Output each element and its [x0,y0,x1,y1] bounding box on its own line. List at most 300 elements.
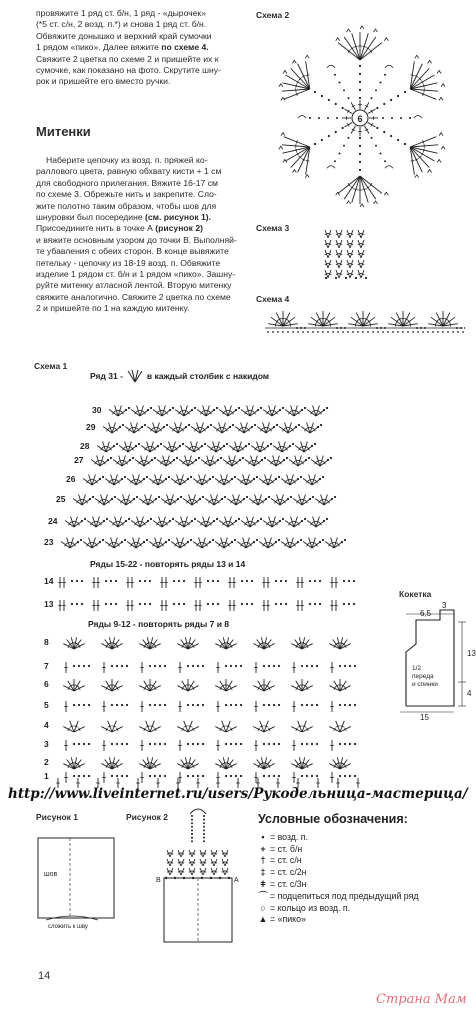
chain-dot [349,704,351,706]
chain-dot [235,743,237,745]
stitch-bar [306,75,310,76]
chain-dot [280,580,282,582]
stitch-bar [89,542,92,543]
chain-dot [278,743,280,745]
chain-dot [176,457,178,459]
chain-dot [334,496,336,498]
chain-dot [89,498,91,500]
stitch-bar [159,410,162,411]
chain-dot [191,520,193,522]
chain-dot [336,117,338,119]
chain-dot [297,331,299,333]
row-number: 25 [56,494,66,504]
stitch-bar [355,323,356,327]
stitch-bar [159,521,162,522]
stitch-bar [302,499,305,500]
section-title: Митенки [36,124,91,139]
stitch-bar [189,499,192,500]
stitch-bar [272,410,275,411]
stitch-bar [307,427,310,428]
chain-dot [212,539,214,541]
stitch-bar [276,460,279,461]
chain-dot [267,331,269,333]
chain-dot [344,743,346,745]
chain-dot [102,476,104,478]
stitch-bar [287,542,290,543]
chain-dot [407,331,409,333]
chain-dot [76,603,78,605]
repeat-rows-9-12: Ряды 9-12 - повторять ряды 7 и 8 [88,619,230,629]
chain-dot [397,331,399,333]
stitch-bar [362,46,365,47]
chain-dot [144,424,146,426]
scheme-2-center-count: 6 [357,114,363,124]
chain-dot [322,539,324,541]
picot-mark [283,160,287,163]
stitch-bar [265,479,268,480]
stitch-bar [111,479,114,480]
chain-dot [194,407,196,409]
stitch-bar [148,499,151,500]
chain-dot [359,153,361,155]
chain-dot [191,829,193,831]
chain-dot [437,331,439,333]
chain-dot [124,539,126,541]
chain-dot [194,518,196,520]
row-number: 24 [48,516,58,526]
chain-dot [73,775,75,777]
chain-dot [192,704,194,706]
chain-dot [316,775,318,777]
chain-dot [114,496,116,498]
legend-item [256,890,419,902]
stitch-bar [224,542,227,543]
chain-dot [121,541,123,543]
chain-dot [272,331,274,333]
chain-dot [304,518,306,520]
stitch-bar [122,460,125,461]
chain-dot [300,539,302,541]
chain-dot [178,580,180,582]
stitch-bar [213,446,216,447]
chain-dot [126,665,128,667]
chain-dot [273,665,275,667]
chain-dot [354,704,356,706]
chain-dot [456,327,458,329]
chain-dot [306,775,308,777]
chain-dot [300,476,302,478]
stitch-bar [315,323,316,327]
mitten-line: свяжите аналогично. Свяжите 2 цветка по схеме [36,291,231,302]
chain-dot [136,496,138,498]
chain-dot [116,704,118,706]
stitch-bar [104,499,107,500]
picot-mark [373,201,377,204]
chain-dot [359,169,361,171]
chain-dot [261,459,263,461]
chain-dot [111,704,113,706]
chain-dot [235,775,237,777]
chain-dot [263,704,265,706]
chain-dot [306,704,308,706]
chain-dot [201,445,203,447]
stitch-bar [216,446,219,447]
stitch-bar [243,542,246,543]
picot-mark [437,160,441,163]
stitch-bar [277,499,280,500]
chain-dot [173,603,175,605]
stitch-bar [199,542,202,543]
chain-dot [213,520,215,522]
mitten-bold: (см. рисунок 1). [145,212,212,223]
chain-dot [154,704,156,706]
chain-dot [172,407,174,409]
chain-dot [239,459,241,461]
chain-dot [187,541,189,543]
chain-dot [301,704,303,706]
scheme-2-flower-diagram [252,12,472,224]
stitch-bar [192,499,195,500]
chain-dot [286,457,288,459]
chain-dot [273,743,275,745]
chain-dot [183,580,185,582]
stitch-bar [163,460,166,461]
picot-mark [305,55,309,58]
chain-dot [110,580,112,582]
chain-dot [234,539,236,541]
chain-dot [149,665,151,667]
row-number: 3 [44,739,49,749]
chain-dot [380,327,382,329]
chain-dot [334,74,336,76]
chain-dot [230,743,232,745]
picot-mark [439,97,443,100]
figure-2-label: Рисунок 2 [126,812,169,822]
chain-dot [404,143,406,145]
chain-dot [246,603,248,605]
chain-dot [197,775,199,777]
chain-dot [191,833,193,835]
chain-dot [212,603,214,605]
chain-dot [263,775,265,777]
stitch-bar [125,446,128,447]
chain-dot [121,743,123,745]
chain-dot [357,331,359,333]
chain-dot [133,498,135,500]
stitch-bar [411,161,415,162]
chain-dot [128,407,130,409]
chain-dot [76,580,78,582]
chain-dot [135,445,137,447]
picot-mark [415,175,419,178]
point-a-label: А [234,877,239,884]
stitch-bar [106,446,109,447]
chain-dot [190,476,192,478]
chain-dot [260,518,262,520]
chain-dot [301,520,303,522]
scheme-4-band [265,311,465,333]
chain-dot [339,81,341,83]
stitch-bar [155,479,158,480]
stitch-bar [225,521,228,522]
mitten-line [36,212,248,223]
chain-dot [203,829,205,831]
stitch-bar [244,427,247,428]
source-watermark[interactable]: http://www.liveinternet.ru/users/Рукодельница-мастерица/ [8,786,468,802]
row-number: 6 [44,679,49,689]
chain-dot [246,496,248,498]
chain-dot [365,277,367,279]
chain-dot [359,161,361,163]
stitch-bar [221,542,224,543]
chain-dot [276,424,278,426]
stitch-bar [410,323,411,327]
chain-dot [320,424,322,426]
chain-dot [321,95,323,97]
chain-dot [339,775,341,777]
chain-dot [335,277,337,279]
chain-dot [384,74,386,76]
chain-dot [203,837,205,839]
stitch-bar [254,460,257,461]
stitch-bar [191,446,194,447]
chain-dot [83,775,85,777]
chain-dot [164,775,166,777]
chain-dot [221,498,223,500]
chain-dot [298,424,300,426]
stitch-bar [362,189,365,190]
chain-dot [126,704,128,706]
chain-dot [169,520,171,522]
stitch-bar [260,446,263,447]
chain-dot [122,424,124,426]
chain-dot [256,476,258,478]
mitten-line: руйте митенку атласной лентой. Вторую митенку [36,280,232,291]
chain-dot [191,815,193,817]
stitch-bar [112,427,115,428]
chain-dot [268,775,270,777]
chain-dot [150,407,152,409]
chain-dot [191,409,193,411]
chain-dot [273,704,275,706]
chain-dot [412,331,414,333]
stitch-bar [247,410,250,411]
chain-dot [282,331,284,333]
row-number: 26 [66,474,76,484]
chain-dot [380,153,382,155]
stitch-bar [309,542,312,543]
chain-dot [182,443,184,445]
chain-dot [125,409,127,411]
chain-dot [397,139,399,141]
chain-dot [139,603,141,605]
chain-dot [202,704,204,706]
chain-dot [285,580,287,582]
chain-dot [302,331,304,333]
stitch-bar [316,521,319,522]
chain-dot [115,603,117,605]
scheme-3-diagram [322,222,372,282]
stitch-bar [296,84,297,88]
chain-dot [159,704,161,706]
chain-dot [327,331,329,333]
chain-dot [290,496,292,498]
stitch-bar [103,446,106,447]
chain-dot [111,498,113,500]
chain-dot [402,331,404,333]
chain-dot [359,81,361,83]
chain-dot [199,498,201,500]
chain-dot [316,743,318,745]
chain-dot [348,580,350,582]
stitch-bar [268,479,271,480]
row-number: 28 [80,441,90,451]
stitch-bar [175,427,178,428]
chain-dot [225,665,227,667]
chain-dot [159,743,161,745]
chain-dot [115,580,117,582]
chain-dot [282,407,284,409]
chain-dot [278,704,280,706]
chain-dot [146,476,148,478]
chain-dot [314,91,316,93]
chain-dot [309,117,311,119]
stitch-bar [321,499,324,500]
stitch-bar [92,479,95,480]
legend-text: = ст. с/3н [270,879,307,890]
stitch-bar [330,323,331,327]
chain-dot [192,775,194,777]
chain-dot [267,445,269,447]
chain-dot [126,775,128,777]
stitch-bar [153,427,156,428]
koketka-pattern [392,602,476,720]
chain-dot [217,459,219,461]
chain-dot [202,743,204,745]
koketka-inner-3: и спинки [412,681,438,688]
chain-dot [314,580,316,582]
chain-dot [309,580,311,582]
intro-line: провяжите 1 ряд ст. б/н, 1 ряд - «дырочек» [36,8,206,18]
stitch-bar [137,521,140,522]
legend-text: = ст. с/н [270,855,302,866]
picot-mark [428,170,432,173]
chain-dot [121,478,123,480]
chain-dot [301,409,303,411]
stitch-bar [221,479,224,480]
mitten-line [36,223,248,234]
chain-dot [382,117,384,119]
chain-dot [230,775,232,777]
chain-dot [119,426,121,428]
chain-dot [321,139,323,141]
stitch-bar [250,410,253,411]
chain-dot [282,518,284,520]
stitch-bar [272,521,275,522]
legend-text: = ст. б/н [270,843,303,854]
chain-dot [187,704,189,706]
koketka-dim-top-right: 3 [442,602,447,610]
chain-dot [319,541,321,543]
intro-line [36,42,248,53]
stitch-bar [114,542,117,543]
chain-dot [216,407,218,409]
chain-dot [287,498,289,500]
chain-dot [268,743,270,745]
chain-dot [83,665,85,667]
stitch-bar [147,446,150,447]
chain-dot [339,743,341,745]
chain-dot [268,665,270,667]
picot-mark [360,204,364,207]
stitch-bar [133,479,136,480]
chain-dot [330,457,332,459]
stitch-bar [309,479,312,480]
chain-dot [275,541,277,543]
chain-dot [343,580,345,582]
stitch-bar [304,446,307,447]
arc-mark [385,65,393,68]
chain-dot [202,775,204,777]
legend-text: = возд. п. [270,831,309,842]
chain-dot [242,457,244,459]
chain-dot [240,665,242,667]
chain-dot [212,476,214,478]
stitch-bar [313,410,316,411]
stitch-bar [89,479,92,480]
chain-dot [268,704,270,706]
chain-dot [116,443,118,445]
chain-dot [172,518,174,520]
chain-dot [382,331,384,333]
stitch-bar [169,446,172,447]
chain-dot [251,426,253,428]
chain-dot [306,665,308,667]
chain-dot [220,457,222,459]
stitch-bar [177,542,180,543]
picot-mark [305,175,309,178]
arc-mark [414,116,422,119]
chain-dot [159,775,161,777]
stitch-bar [177,479,180,480]
chain-dot [231,541,233,543]
chain-dot [125,520,127,522]
chain-dot [355,277,357,279]
chain-dot [191,840,193,842]
intro-line: Обвяжите донышко и верхний край сумочки [36,30,212,41]
picot-mark [437,71,441,74]
stitch-bar [450,323,451,327]
chain-dot [279,409,281,411]
chain-dot [149,743,151,745]
picot-mark [292,60,296,63]
mitten-text: Присоедините нить в точке А [36,223,156,234]
stitch-bar [324,499,327,500]
chain-dot [319,478,321,480]
chain-dot [224,496,226,498]
chain-dot [343,603,345,605]
chain-dot [191,837,193,839]
stitch-bar [181,410,184,411]
stitch-bar [238,446,241,447]
stitch-bar [170,499,173,500]
chain-dot [213,409,215,411]
chain-dot [371,97,373,99]
row-number: 5 [44,700,49,710]
chain-dot [81,520,83,522]
chain-dot [83,704,85,706]
chain-dot [307,331,309,333]
